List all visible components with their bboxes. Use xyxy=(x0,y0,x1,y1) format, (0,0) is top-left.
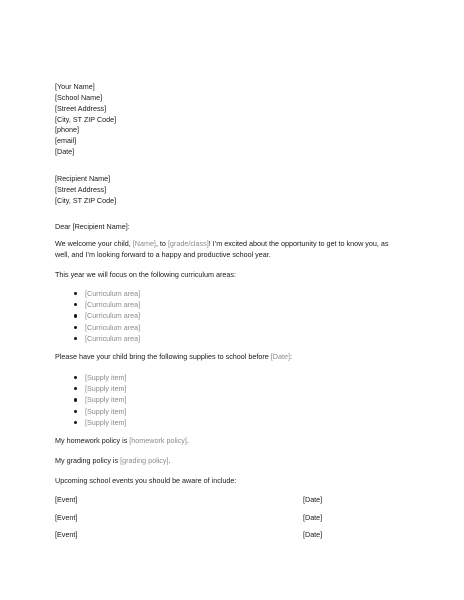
table-row xyxy=(55,530,325,540)
list-item xyxy=(74,418,127,429)
recipient-city: [City, ST ZIP Code] xyxy=(55,196,117,205)
supplies-list xyxy=(74,373,127,429)
curriculum-list xyxy=(74,289,140,345)
sender-email: [email] xyxy=(55,136,77,145)
supply-item-placeholder: [Supply item] xyxy=(85,395,127,405)
welcome-text-3: ! I’m excited about the opportunity to get to know you, as xyxy=(208,239,389,248)
welcome-text-1: We welcome your child, xyxy=(55,239,133,248)
table-row xyxy=(55,495,325,505)
curriculum-area-placeholder: [Curriculum area] xyxy=(85,300,141,310)
grading-policy-placeholder: [grading policy] xyxy=(120,456,169,465)
list-item xyxy=(74,384,127,395)
sender-school: [School Name] xyxy=(55,93,103,102)
bullet-icon xyxy=(74,292,77,295)
event-name: [Event] xyxy=(55,530,78,539)
list-item xyxy=(74,407,127,418)
list-item xyxy=(74,323,140,334)
recipient-street: [Street Address] xyxy=(55,185,107,194)
supply-item-placeholder: [Supply item] xyxy=(85,406,127,416)
bullet-icon xyxy=(74,303,77,306)
welcome-line-2: well, and I’m looking forward to a happy and productive school year. xyxy=(55,250,271,259)
events-intro: Upcoming school events you should be aware of include: xyxy=(55,476,237,485)
grading-policy xyxy=(55,456,170,466)
homework-policy xyxy=(55,436,189,446)
event-name: [Event] xyxy=(55,495,78,504)
sender-phone: [phone] xyxy=(55,125,79,134)
sender-street: [Street Address] xyxy=(55,104,107,113)
supplies-intro-text: Please have your child bring the following supplies to school before xyxy=(55,352,271,361)
list-item xyxy=(74,311,140,322)
homework-policy-text: My homework policy is xyxy=(55,436,130,445)
supply-item-placeholder: [Supply item] xyxy=(85,417,127,427)
grading-policy-text: My grading policy is xyxy=(55,456,121,465)
bullet-icon xyxy=(74,326,77,329)
bullet-icon xyxy=(74,398,77,401)
curriculum-intro: This year we will focus on the following curriculum areas: xyxy=(55,270,236,279)
grading-policy-suffix: . xyxy=(168,456,171,465)
curriculum-area-placeholder: [Curriculum area] xyxy=(85,333,141,343)
grade-class-placeholder: [grade/class] xyxy=(167,239,209,248)
bullet-icon xyxy=(74,387,77,390)
welcome-line-1 xyxy=(55,239,388,249)
list-item xyxy=(74,334,140,345)
homework-policy-suffix: . xyxy=(186,436,189,445)
bullet-icon xyxy=(74,376,77,379)
list-item xyxy=(74,395,127,406)
bullet-icon xyxy=(74,421,77,424)
sender-city: [City, ST ZIP Code] xyxy=(55,115,117,124)
event-date: [Date] xyxy=(303,513,323,522)
bullet-icon xyxy=(74,337,77,340)
supplies-intro xyxy=(55,352,292,362)
sender-date: [Date] xyxy=(55,147,75,156)
supply-item-placeholder: [Supply item] xyxy=(85,384,127,394)
list-item xyxy=(74,300,140,311)
curriculum-area-placeholder: [Curriculum area] xyxy=(85,322,141,332)
curriculum-area-placeholder: [Curriculum area] xyxy=(85,311,141,321)
child-name-placeholder: [Name] xyxy=(132,239,156,248)
homework-policy-placeholder: [homework policy] xyxy=(129,436,187,445)
list-item xyxy=(74,289,140,300)
event-name: [Event] xyxy=(55,513,78,522)
list-item xyxy=(74,373,127,384)
sender-name: [Your Name] xyxy=(55,82,95,91)
supply-item-placeholder: [Supply item] xyxy=(85,373,127,382)
bullet-icon xyxy=(74,410,77,413)
bullet-icon xyxy=(74,314,77,317)
table-row xyxy=(55,513,325,523)
curriculum-area-placeholder: [Curriculum area] xyxy=(85,289,141,298)
event-date: [Date] xyxy=(303,495,323,504)
event-date: [Date] xyxy=(303,530,323,539)
salutation: Dear [Recipient Name]: xyxy=(55,222,130,231)
recipient-name: [Recipient Name] xyxy=(55,174,111,183)
supplies-intro-suffix: : xyxy=(289,352,292,361)
supplies-date-placeholder: [Date] xyxy=(270,352,290,361)
welcome-text-2: , to xyxy=(155,239,168,248)
